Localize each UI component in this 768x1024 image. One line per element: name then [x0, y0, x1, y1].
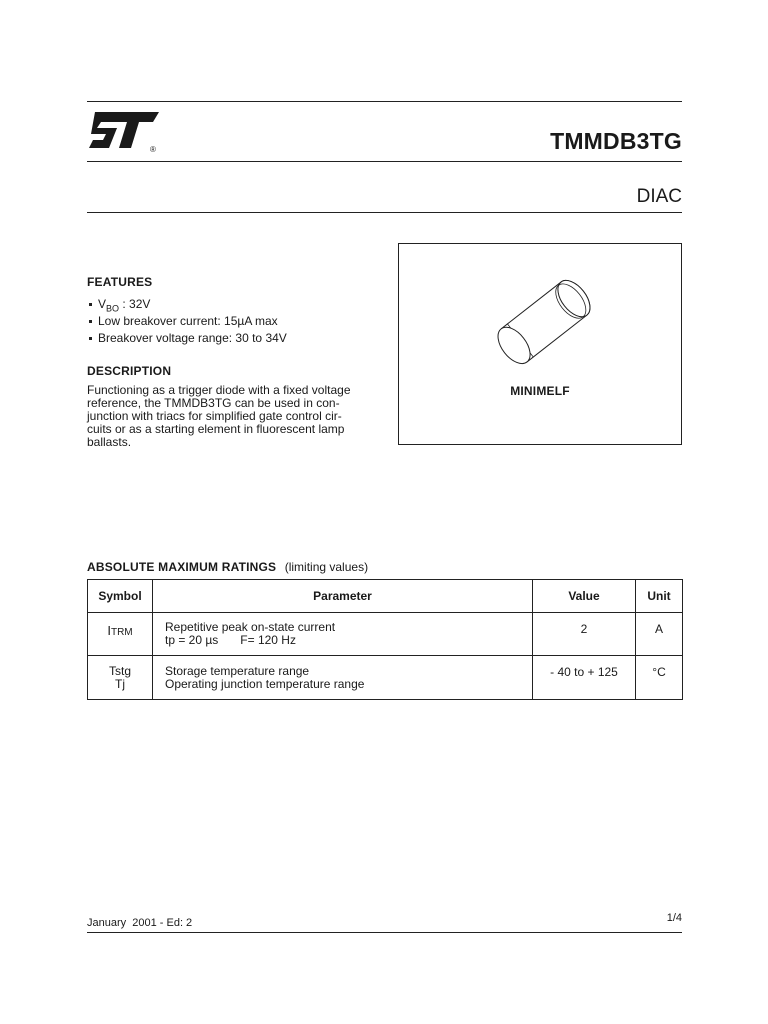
- table-row: [88, 613, 683, 656]
- column-header-value: Value: [533, 580, 636, 613]
- symbol-cell: Tstg Tj: [88, 656, 153, 700]
- bullet-icon: [89, 320, 92, 323]
- title-rule: [87, 161, 682, 162]
- table-row: [88, 656, 683, 700]
- parameter-cell: Storage temperature range Operating junction temperature range: [153, 656, 533, 700]
- column-header-symbol: Symbol: [88, 580, 153, 613]
- ratings-table: [87, 579, 683, 700]
- parameter-cell: Repetitive peak on-state current tp = 20 µs F= 120 Hz: [153, 613, 533, 656]
- ratings-heading-row: [87, 558, 368, 576]
- unit-cell: °C: [636, 656, 683, 700]
- feature-item-breakover-voltage: Breakover voltage range: 30 to 34V: [89, 331, 287, 345]
- description-line: cuits or as a starting element in fluorescent lamp: [87, 422, 345, 436]
- minimelf-package-icon: [399, 244, 683, 446]
- column-header-parameter: Parameter: [153, 580, 533, 613]
- unit-cell: A: [636, 613, 683, 656]
- column-header-unit: Unit: [636, 580, 683, 613]
- page-number: 1/4: [666, 912, 682, 924]
- package-label: MINIMELF: [510, 384, 570, 398]
- feature-item-breakover-current: Low breakover current: 15µA max: [89, 314, 278, 328]
- top-rule: [87, 101, 682, 102]
- description-body: [87, 384, 377, 449]
- subtitle-rule: [87, 212, 682, 213]
- description-line: junction with triacs for simplified gate control cir-: [87, 409, 342, 423]
- bullet-icon: [89, 337, 92, 340]
- value-cell: - 40 to + 125: [533, 656, 636, 700]
- footer-rule: [87, 932, 682, 933]
- table-header-row: [88, 580, 683, 613]
- description-line: ballasts.: [87, 435, 132, 449]
- st-logo: [87, 108, 167, 156]
- description-line: reference, the TMMDB3TG can be used in con-: [87, 396, 340, 410]
- description-heading: DESCRIPTION: [87, 364, 172, 378]
- features-heading: FEATURES: [87, 275, 153, 289]
- ratings-heading: ABSOLUTE MAXIMUM RATINGS: [87, 560, 277, 574]
- part-number-title: TMMDB3TG: [550, 128, 682, 154]
- ratings-heading-note: (limiting values): [284, 560, 369, 574]
- symbol-cell: ITRM: [88, 613, 153, 656]
- value-cell: 2: [533, 613, 636, 656]
- description-line: Functioning as a trigger diode with a fixed voltage: [87, 383, 351, 397]
- registered-mark: ®: [150, 145, 156, 154]
- bullet-icon: [89, 303, 92, 306]
- feature-item-vbo: $V_{BO}$ : 32V: [89, 297, 150, 313]
- footer-date: January 2001 - Ed: 2: [87, 917, 193, 929]
- device-type-subtitle: DIAC: [636, 186, 682, 207]
- package-box: [398, 243, 682, 445]
